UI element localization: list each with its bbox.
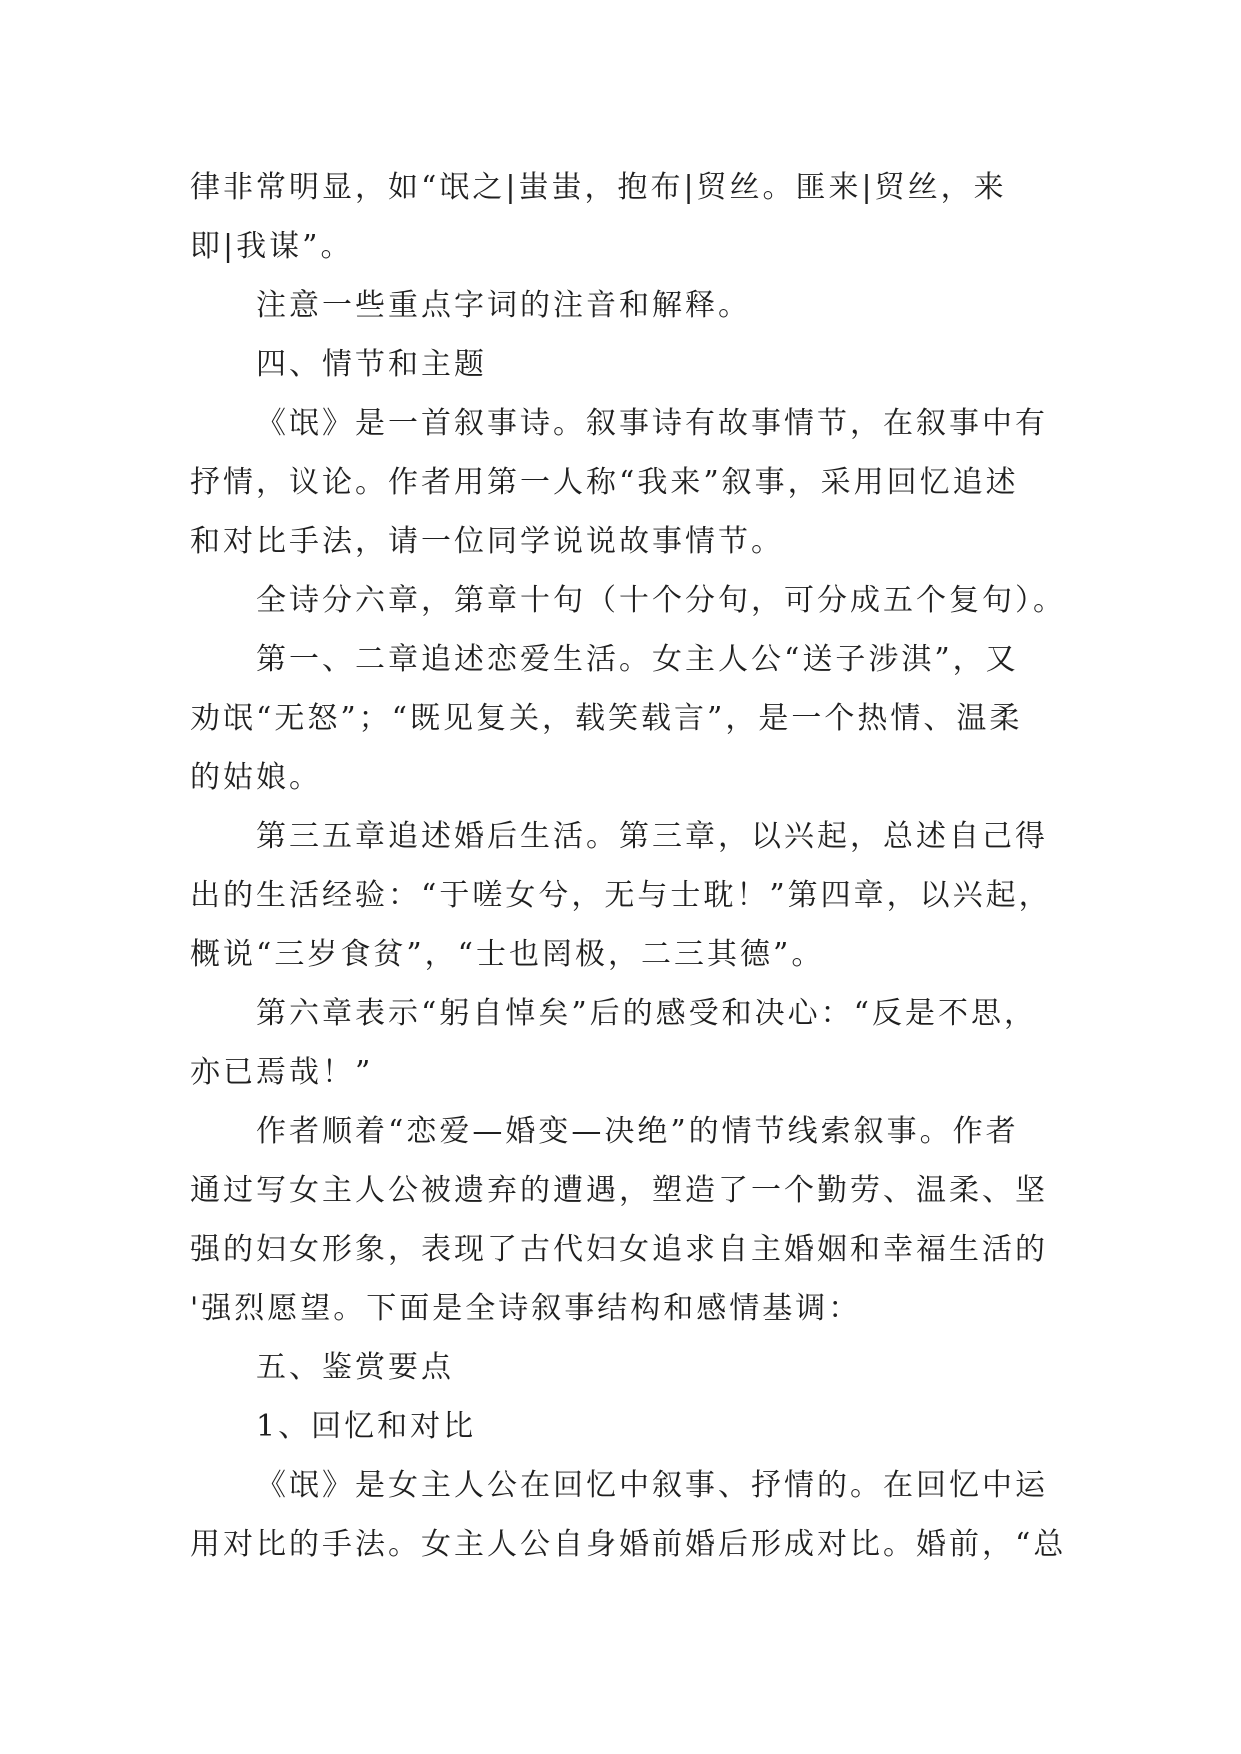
- text-line: 概说“三岁食贫”，“士也罔极，二三其德”。: [190, 937, 825, 972]
- text-line: 抒情，议论。作者用第一人称“我来”叙事，采用回忆追述: [190, 465, 1019, 500]
- heading-line: 五、鉴赏要点: [256, 1350, 454, 1385]
- paragraph-12: [190, 1456, 1067, 1574]
- text-line: 《氓》是一首叙事诗。叙事诗有故事情节，在叙事中有: [256, 406, 1048, 441]
- paragraph-6: [190, 630, 1060, 807]
- text-line: 用对比的手法。女主人公自身婚前婚后形成对比。婚前，“总: [190, 1527, 1067, 1562]
- text-line: 和对比手法，请一位同学说说故事情节。: [190, 524, 784, 559]
- text-line: 劝氓“无怒”；“既见复关，载笑载言”，是一个热情、温柔: [190, 701, 1023, 736]
- subheading-1: [190, 1397, 1060, 1456]
- heading-line: 1、回忆和对比: [256, 1409, 477, 1444]
- text-line: 《氓》是女主人公在回忆中叙事、抒情的。在回忆中运: [256, 1468, 1048, 1503]
- text-line: 第三五章追述婚后生活。第三章，以兴起，总述自己得: [256, 819, 1048, 854]
- document-body: [190, 158, 1067, 1574]
- text-line: 注意一些重点字词的注音和解释。: [256, 288, 751, 323]
- text-line: 的姑娘。: [190, 760, 322, 795]
- paragraph-9: [190, 1102, 1060, 1338]
- text-line: 亦已焉哉！”: [190, 1055, 374, 1090]
- text-line: 出的生活经验：“于嗟女兮，无与士耽！”第四章，以兴起，: [190, 878, 1052, 913]
- text-line: 全诗分六章，第章十句（十个分句，可分成五个复句）。: [256, 583, 1066, 618]
- paragraph-8: [190, 984, 1060, 1102]
- text-line: 作者顺着“恋爱—婚变—决绝”的情节线索叙事。作者: [256, 1114, 1019, 1149]
- section-heading-4: [190, 335, 1060, 394]
- paragraph-1: [190, 158, 1060, 276]
- text-line: 第六章表示“躬自悼矣”后的感受和决心：“反是不思，: [256, 996, 1038, 1031]
- paragraph-4: [190, 394, 1060, 571]
- paragraph-5: [190, 571, 1066, 630]
- text-line: 通过写女主人公被遗弃的遭遇，塑造了一个勤劳、温柔、坚: [190, 1173, 1048, 1208]
- section-heading-5: [190, 1338, 1060, 1397]
- paragraph-2: [190, 276, 1060, 335]
- text-line: 强的妇女形象，表现了古代妇女追求自主婚姻和幸福生活的: [190, 1232, 1048, 1267]
- text-line: 即|我谋”。: [190, 229, 354, 264]
- paragraph-7: [190, 807, 1060, 984]
- text-line: 第一、二章追述恋爱生活。女主人公“送子涉淇”，又: [256, 642, 1019, 677]
- text-line: '强烈愿望。下面是全诗叙事结构和感情基调：: [190, 1291, 862, 1326]
- heading-line: 四、情节和主题: [256, 347, 487, 382]
- text-line: 律非常明显，如“氓之|蚩蚩，抱布|贸丝。匪来|贸丝，来: [190, 170, 1007, 205]
